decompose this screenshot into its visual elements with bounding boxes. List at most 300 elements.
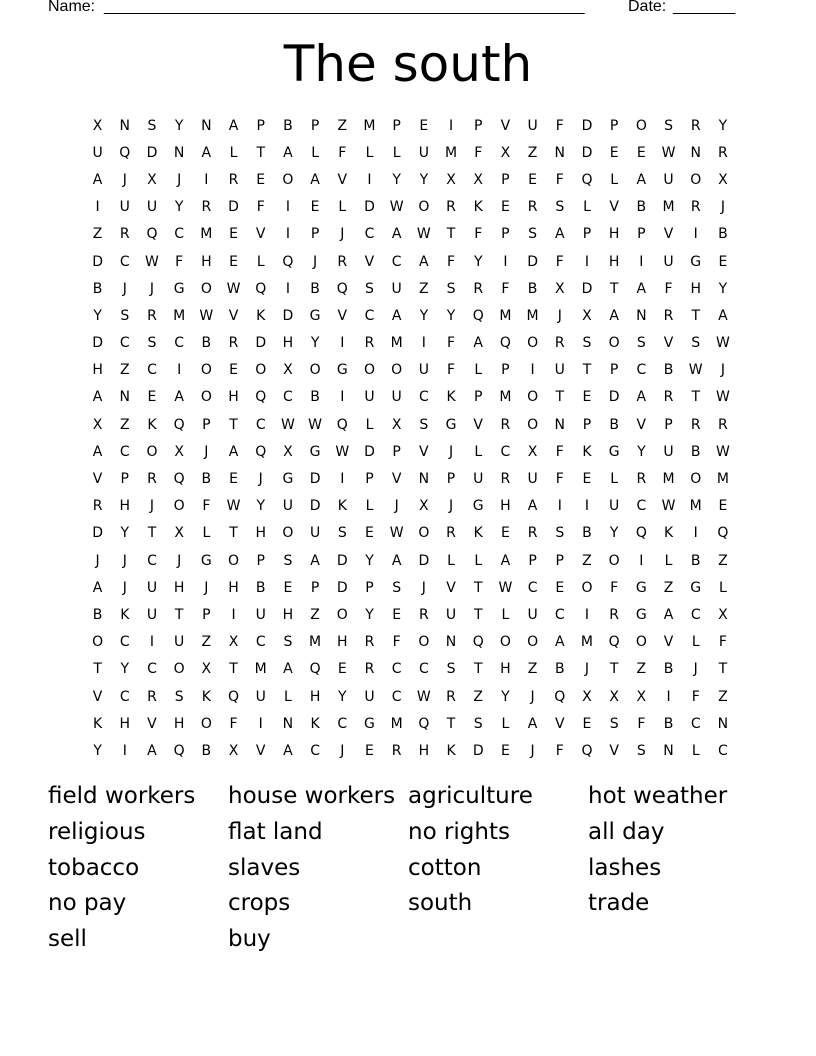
grid-letter: C <box>718 742 728 759</box>
grid-letter: W <box>715 389 730 406</box>
grid-letter: B <box>255 579 266 596</box>
grid-letter: E <box>337 661 347 678</box>
grid-letter: N <box>636 307 647 324</box>
grid-letter: K <box>473 199 483 216</box>
grid-letter: O <box>173 661 185 678</box>
grid-letter: E <box>500 742 510 759</box>
grid-letter: Z <box>718 688 728 705</box>
grid-letter: Y <box>419 307 429 324</box>
grid-letter: F <box>447 335 456 352</box>
grid-letter: T <box>691 389 700 406</box>
grid-letter: H <box>282 606 294 623</box>
word-list-item: no pay <box>48 890 127 917</box>
grid-letter: Y <box>637 443 646 460</box>
grid-letter: O <box>92 634 104 651</box>
grid-letter: E <box>528 171 538 188</box>
grid-letter: X <box>500 144 511 161</box>
grid-letter: N <box>119 389 131 406</box>
grid-letter: H <box>173 715 185 732</box>
grid-letter: Z <box>119 362 130 379</box>
grid-letter: A <box>201 144 212 161</box>
grid-row <box>84 221 744 248</box>
grid-letter: P <box>473 389 483 406</box>
grid-letter: J <box>204 443 209 460</box>
grid-letter: S <box>174 688 184 705</box>
grid-letter: R <box>500 471 511 488</box>
grid-letter: B <box>663 362 674 379</box>
grid-letter: R <box>500 416 511 433</box>
grid-letter: C <box>364 307 375 324</box>
word-list-item: trade <box>588 890 650 917</box>
grid-letter: U <box>663 253 674 270</box>
grid-letter: C <box>310 742 320 759</box>
grid-letter: O <box>635 634 647 651</box>
grid-letter: W <box>226 280 241 297</box>
grid-letter: X <box>718 171 728 188</box>
grid-letter: X <box>636 688 647 705</box>
word-list-item: hot weather <box>588 783 728 809</box>
grid-letter: I <box>584 606 590 623</box>
word-list-item: buy <box>228 926 271 953</box>
grid-letter: I <box>693 525 698 542</box>
grid-letter: X <box>582 307 592 324</box>
grid-letter: J <box>149 280 155 297</box>
grid-letter: V <box>609 199 619 216</box>
grid-letter: M <box>662 199 675 216</box>
grid-letter: R <box>337 253 348 270</box>
grid-letter: L <box>610 471 619 488</box>
grid-letter: G <box>635 606 647 623</box>
grid-letter: M <box>309 634 322 651</box>
grid-letter: A <box>473 335 483 352</box>
grid-letter: T <box>256 144 265 161</box>
grid-letter: R <box>663 389 674 406</box>
grid-letter: C <box>690 606 701 623</box>
grid-letter: J <box>95 552 100 569</box>
grid-letter: B <box>310 280 320 297</box>
grid-letter: K <box>93 715 103 732</box>
grid-letter: S <box>446 280 456 297</box>
grid-letter: I <box>448 117 454 134</box>
grid-letter: I <box>421 335 426 352</box>
grid-letter: Y <box>392 171 401 188</box>
grid-letter: R <box>418 606 429 623</box>
grid-letter: X <box>473 171 484 188</box>
grid-letter: L <box>365 144 374 161</box>
grid-letter: U <box>473 471 484 488</box>
grid-letter: E <box>555 579 565 596</box>
grid-letter: B <box>92 280 103 297</box>
grid-letter: V <box>391 471 402 488</box>
grid-letter: L <box>474 552 483 569</box>
grid-letter: C <box>255 416 266 433</box>
grid-letter: X <box>201 661 212 678</box>
grid-letter: R <box>446 525 456 542</box>
grid-letter: A <box>391 552 402 569</box>
grid-letter: F <box>664 280 673 297</box>
grid-letter: U <box>174 634 185 651</box>
grid-letter: H <box>92 362 103 379</box>
grid-letter: J <box>122 280 127 297</box>
grid-letter: U <box>309 525 321 542</box>
grid-letter: Y <box>718 117 728 134</box>
grid-letter: F <box>610 579 619 596</box>
grid-letter: Z <box>582 552 592 569</box>
grid-letter: O <box>391 362 403 379</box>
grid-letter: M <box>363 117 376 134</box>
grid-letter: H <box>119 715 131 732</box>
word-list-item: sell <box>48 926 87 953</box>
grid-letter: A <box>391 226 402 243</box>
grid-letter: B <box>609 416 619 433</box>
grid-letter: N <box>119 117 131 134</box>
grid-letter: V <box>500 117 511 134</box>
grid-letter: T <box>229 661 238 678</box>
grid-letter: C <box>554 606 565 623</box>
grid-letter: T <box>229 525 238 542</box>
grid-letter: C <box>391 688 402 705</box>
grid-letter: F <box>447 253 456 270</box>
grid-letter: G <box>364 715 375 732</box>
grid-letter: O <box>309 362 321 379</box>
grid-letter: M <box>580 634 594 651</box>
grid-letter: U <box>146 579 158 596</box>
grid-letter: V <box>92 688 103 705</box>
grid-letter: V <box>92 471 103 488</box>
grid-letter: R <box>554 335 565 352</box>
grid-letter: L <box>664 552 673 569</box>
grid-letter: X <box>147 171 157 188</box>
grid-letter: V <box>419 443 429 460</box>
grid-letter: Q <box>173 742 185 759</box>
grid-letter: K <box>663 525 674 542</box>
grid-letter: E <box>229 253 238 270</box>
grid-letter: W <box>661 498 676 515</box>
grid-row <box>84 248 744 275</box>
grid-letter: B <box>582 525 592 542</box>
grid-letter: P <box>637 226 646 243</box>
grid-letter: P <box>256 117 265 134</box>
grid-letter: L <box>392 144 401 161</box>
grid-row <box>84 194 744 221</box>
grid-letter: J <box>530 688 535 705</box>
grid-letter: E <box>609 144 619 161</box>
grid-letter: I <box>557 498 562 515</box>
grid-letter: O <box>200 715 212 732</box>
grid-letter: G <box>336 362 348 379</box>
grid-letter: Z <box>201 634 212 651</box>
grid-letter: A <box>147 742 157 759</box>
grid-letter: R <box>690 416 701 433</box>
grid-letter: F <box>555 171 564 188</box>
grid-row <box>84 330 744 357</box>
grid-letter: G <box>472 498 484 515</box>
grid-letter: P <box>501 226 510 243</box>
grid-letter: F <box>338 144 347 161</box>
grid-letter: Q <box>499 335 511 352</box>
grid-letter: N <box>554 144 566 161</box>
grid-letter: X <box>582 688 592 705</box>
grid-letter: H <box>201 253 212 270</box>
grid-letter: O <box>635 117 647 134</box>
grid-letter: A <box>636 171 647 188</box>
grid-letter: S <box>691 335 701 352</box>
grid-letter: D <box>228 199 239 216</box>
grid-letter: O <box>336 606 348 623</box>
grid-letter: V <box>663 226 674 243</box>
grid-row <box>84 384 744 411</box>
grid-letter: O <box>690 471 702 488</box>
grid-letter: P <box>392 443 401 460</box>
grid-letter: L <box>365 498 374 515</box>
word-list-item: house workers <box>228 783 396 809</box>
grid-letter: Z <box>419 280 429 297</box>
grid-letter: S <box>283 552 293 569</box>
grid-letter: R <box>636 471 647 488</box>
grid-letter: S <box>609 715 619 732</box>
grid-letter: H <box>418 742 430 759</box>
grid-letter: E <box>283 579 293 596</box>
grid-letter: A <box>283 144 293 161</box>
grid-letter: T <box>582 362 592 379</box>
grid-letter: R <box>201 199 212 216</box>
grid-letter: L <box>338 199 347 216</box>
grid-letter: D <box>309 471 321 488</box>
word-list-item: tobacco <box>48 854 140 881</box>
grid-letter: E <box>229 471 238 488</box>
grid-letter: D <box>472 742 484 759</box>
grid-row <box>84 629 744 656</box>
grid-letter: V <box>255 742 266 759</box>
grid-letter: C <box>119 688 130 705</box>
date-label: Date: <box>628 0 667 15</box>
grid-letter: U <box>663 443 674 460</box>
grid-letter: L <box>284 688 292 705</box>
word-list-item: lashes <box>588 854 662 881</box>
grid-letter: I <box>503 253 508 270</box>
grid-letter: H <box>309 688 321 705</box>
grid-letter: P <box>609 362 619 379</box>
grid-letter: M <box>254 661 267 678</box>
grid-letter: P <box>609 117 619 134</box>
grid-letter: J <box>394 498 399 515</box>
grid-letter: A <box>554 634 565 651</box>
grid-letter: K <box>147 416 157 433</box>
grid-letter: J <box>720 362 725 379</box>
grid-letter: P <box>446 471 456 488</box>
grid-letter: S <box>636 742 646 759</box>
grid-letter: O <box>581 579 593 596</box>
grid-letter: J <box>122 552 127 569</box>
grid-letter: I <box>122 742 127 759</box>
grid-letter: J <box>693 661 698 678</box>
grid-letter: B <box>663 715 674 732</box>
grid-letter: D <box>418 552 430 569</box>
grid-letter: O <box>499 634 511 651</box>
grid-letter: E <box>365 742 374 759</box>
grid-letter: M <box>200 226 213 243</box>
grid-letter: Y <box>174 117 184 134</box>
grid-letter: T <box>555 389 565 406</box>
grid-letter: Q <box>255 389 267 406</box>
word-list <box>48 780 768 959</box>
grid-letter: H <box>608 226 620 243</box>
grid-letter: B <box>201 742 212 759</box>
grid-letter: I <box>530 362 535 379</box>
grid-letter: E <box>582 715 592 732</box>
grid-letter: T <box>473 661 483 678</box>
grid-letter: G <box>309 307 321 324</box>
grid-letter: R <box>92 498 103 515</box>
grid-letter: F <box>555 471 564 488</box>
grid-letter: K <box>120 606 130 623</box>
grid-letter: O <box>690 171 702 188</box>
grid-letter: R <box>364 335 375 352</box>
grid-letter: Z <box>718 552 728 569</box>
grid-letter: A <box>636 389 647 406</box>
grid-letter: C <box>119 634 130 651</box>
grid-letter: Q <box>173 416 185 433</box>
grid-letter: A <box>554 226 565 243</box>
grid-letter: B <box>690 552 701 569</box>
grid-letter: T <box>473 606 483 623</box>
grid-letter: T <box>446 226 456 243</box>
grid-letter: O <box>608 335 620 352</box>
grid-letter: P <box>582 416 592 433</box>
grid-letter: U <box>364 389 375 406</box>
grid-letter: G <box>445 416 457 433</box>
grid-letter: E <box>500 525 510 542</box>
grid-letter: X <box>609 688 619 705</box>
grid-letter: E <box>419 117 429 134</box>
grid-letter: P <box>473 117 483 134</box>
grid-letter: S <box>392 579 402 596</box>
grid-letter: D <box>364 443 375 460</box>
word-list-item: religious <box>48 818 146 845</box>
grid-letter: C <box>636 498 647 515</box>
grid-letter: Y <box>365 606 374 623</box>
grid-letter: Y <box>718 280 728 297</box>
grid-letter: Y <box>93 307 102 324</box>
grid-letter: P <box>202 416 211 433</box>
grid-letter: T <box>609 661 619 678</box>
grid-letter: D <box>336 552 348 569</box>
grid-letter: V <box>446 579 456 596</box>
grid-letter: H <box>119 498 131 515</box>
grid-letter: R <box>364 634 375 651</box>
grid-letter: S <box>555 525 565 542</box>
grid-letter: F <box>474 226 483 243</box>
grid-letter: A <box>663 606 674 623</box>
grid-letter: X <box>174 525 184 542</box>
grid-letter: Q <box>309 661 321 678</box>
grid-letter: P <box>365 471 374 488</box>
word-list-item: all day <box>588 818 665 845</box>
grid-letter: W <box>389 525 404 542</box>
grid-letter: E <box>147 389 157 406</box>
grid-row <box>84 656 744 683</box>
grid-letter: W <box>498 579 513 596</box>
grid-letter: U <box>119 199 130 216</box>
grid-letter: R <box>527 199 538 216</box>
grid-letter: N <box>418 471 430 488</box>
grid-letter: A <box>228 117 239 134</box>
grid-letter: X <box>228 634 239 651</box>
grid-letter: G <box>690 579 702 596</box>
grid-letter: A <box>92 171 103 188</box>
grid-letter: W <box>715 335 730 352</box>
grid-letter: A <box>92 443 103 460</box>
grid-letter: K <box>446 389 456 406</box>
grid-letter: O <box>200 280 212 297</box>
grid-row <box>84 438 744 465</box>
grid-letter: V <box>364 253 375 270</box>
grid-letter: Y <box>419 171 429 188</box>
grid-letter: X <box>92 117 103 134</box>
grid-letter: G <box>608 443 620 460</box>
grid-letter: C <box>500 443 511 460</box>
grid-letter: R <box>690 117 701 134</box>
grid-letter: L <box>691 742 700 759</box>
grid-letter: U <box>554 362 565 379</box>
grid-letter: I <box>367 171 372 188</box>
grid-letter: Y <box>609 525 619 542</box>
grid-letter: Q <box>635 525 647 542</box>
grid-letter: Z <box>92 226 103 243</box>
grid-letter: A <box>419 253 429 270</box>
grid-letter: I <box>340 389 345 406</box>
worksheet-header <box>48 0 748 20</box>
grid-letter: X <box>446 171 456 188</box>
grid-letter: J <box>421 579 426 596</box>
grid-letter: Y <box>473 253 483 270</box>
grid-letter: H <box>337 634 348 651</box>
grid-row <box>84 547 744 574</box>
grid-letter: R <box>690 199 701 216</box>
grid-letter: J <box>258 471 263 488</box>
grid-letter: C <box>364 226 375 243</box>
grid-letter: R <box>147 688 157 705</box>
grid-letter: F <box>474 144 483 161</box>
grid-letter: E <box>310 199 320 216</box>
grid-letter: V <box>337 171 348 188</box>
grid-letter: I <box>285 280 290 297</box>
grid-letter: Q <box>472 634 484 651</box>
grid-letter: E <box>718 498 728 515</box>
grid-letter: F <box>229 715 238 732</box>
grid-letter: Q <box>119 144 131 161</box>
grid-letter: O <box>527 389 539 406</box>
grid-letter: K <box>337 498 347 515</box>
grid-letter: J <box>204 579 209 596</box>
grid-letter: Y <box>446 307 456 324</box>
grid-letter: C <box>283 389 293 406</box>
grid-letter: P <box>528 552 537 569</box>
grid-letter: X <box>174 443 184 460</box>
grid-row <box>84 139 744 166</box>
grid-letter: C <box>418 389 429 406</box>
grid-letter: H <box>173 579 185 596</box>
grid-letter: T <box>229 416 238 433</box>
grid-letter: F <box>637 715 646 732</box>
grid-letter: O <box>173 498 185 515</box>
grid-letter: Z <box>310 606 320 623</box>
word-list-item: no rights <box>408 818 510 845</box>
grid-letter: I <box>231 606 236 623</box>
grid-letter: J <box>720 199 725 216</box>
grid-letter: V <box>636 416 647 433</box>
grid-letter: F <box>447 362 456 379</box>
